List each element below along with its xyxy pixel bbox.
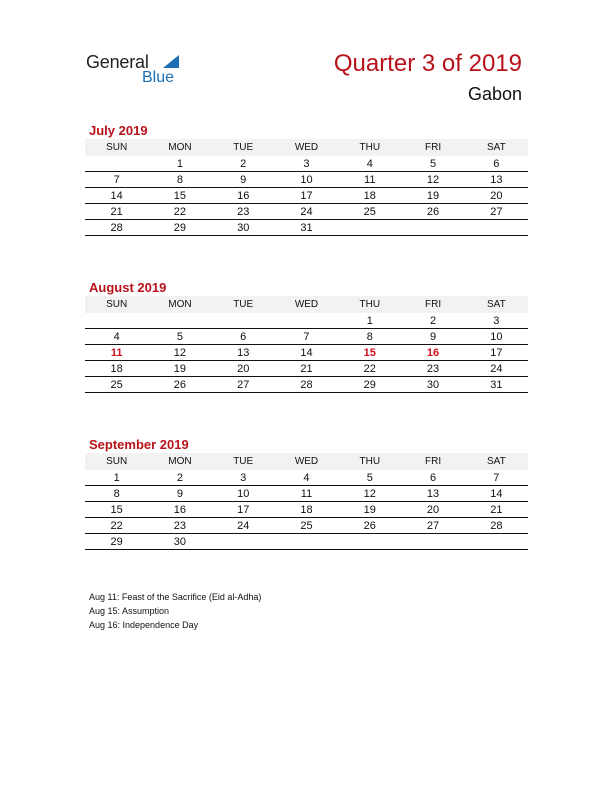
day-cell: 30 (212, 220, 275, 236)
day-cell: 10 (465, 329, 528, 345)
day-cell: 29 (338, 377, 401, 393)
day-cell: 17 (465, 345, 528, 361)
day-cell: 25 (275, 518, 338, 534)
week-row (85, 345, 528, 361)
day-cell: 18 (85, 361, 148, 377)
day-cell: 28 (275, 377, 338, 393)
weekday-header: WED (275, 453, 338, 470)
page-title: Quarter 3 of 2019 (333, 50, 522, 77)
day-cell: 25 (338, 204, 401, 220)
day-cell: 30 (401, 377, 464, 393)
day-cell: 8 (148, 172, 211, 188)
day-cell: 9 (401, 329, 464, 345)
logo-text-blue: Blue (142, 69, 175, 86)
day-cell: 8 (338, 329, 401, 345)
day-cell: 14 (85, 188, 148, 204)
weekday-header: SAT (465, 453, 528, 470)
weekday-header: WED (275, 296, 338, 313)
weekday-header: MON (148, 296, 211, 313)
day-cell: 11 (338, 172, 401, 188)
month-grid (85, 453, 528, 550)
empty-day-cell (338, 534, 401, 550)
generalblue-logo (86, 50, 196, 90)
day-cell: 6 (465, 156, 528, 172)
day-cell: 9 (148, 486, 211, 502)
day-cell: 11 (275, 486, 338, 502)
weekday-header: TUE (212, 453, 275, 470)
day-cell: 15 (148, 188, 211, 204)
day-cell: 27 (465, 204, 528, 220)
week-row (85, 188, 528, 204)
weekday-header: FRI (401, 296, 464, 313)
weekday-header: MON (148, 139, 211, 156)
empty-day-cell (338, 220, 401, 236)
weekday-header: SUN (85, 139, 148, 156)
day-cell: 12 (338, 486, 401, 502)
empty-day-cell (85, 313, 148, 329)
day-cell: 10 (212, 486, 275, 502)
weekday-header: SAT (465, 139, 528, 156)
day-cell: 15 (85, 502, 148, 518)
day-cell: 29 (85, 534, 148, 550)
day-cell: 19 (401, 188, 464, 204)
day-cell: 23 (148, 518, 211, 534)
week-row (85, 361, 528, 377)
day-cell: 2 (212, 156, 275, 172)
week-row (85, 470, 528, 486)
day-cell: 21 (465, 502, 528, 518)
day-cell: 12 (401, 172, 464, 188)
day-cell: 15 (338, 345, 401, 361)
day-cell: 20 (401, 502, 464, 518)
logo-triangle-icon (163, 55, 179, 68)
day-cell: 24 (465, 361, 528, 377)
day-cell: 6 (212, 329, 275, 345)
day-cell: 13 (465, 172, 528, 188)
day-cell: 18 (275, 502, 338, 518)
weekday-header: THU (338, 453, 401, 470)
empty-day-cell (401, 220, 464, 236)
day-cell: 2 (401, 313, 464, 329)
day-cell: 13 (212, 345, 275, 361)
day-cell: 27 (401, 518, 464, 534)
empty-day-cell (465, 220, 528, 236)
day-cell: 11 (85, 345, 148, 361)
day-cell: 16 (401, 345, 464, 361)
day-cell: 22 (85, 518, 148, 534)
country-name: Gabon (467, 84, 522, 104)
month-title: August 2019 (89, 280, 167, 295)
week-row (85, 377, 528, 393)
holiday-notes (89, 590, 261, 632)
day-cell: 1 (338, 313, 401, 329)
month-grid (85, 296, 528, 393)
day-cell: 22 (338, 361, 401, 377)
day-cell: 29 (148, 220, 211, 236)
weekday-header: WED (275, 139, 338, 156)
month-grid (85, 139, 528, 236)
day-cell: 20 (212, 361, 275, 377)
holiday-note: Aug 16: Independence Day (89, 620, 199, 630)
week-row (85, 313, 528, 329)
day-cell: 17 (212, 502, 275, 518)
weekday-header: TUE (212, 139, 275, 156)
day-cell: 17 (275, 188, 338, 204)
day-cell: 8 (85, 486, 148, 502)
day-cell: 4 (338, 156, 401, 172)
day-cell: 3 (275, 156, 338, 172)
month-title: September 2019 (89, 437, 189, 452)
day-cell: 22 (148, 204, 211, 220)
logo-text-general: General (86, 52, 149, 72)
day-cell: 14 (275, 345, 338, 361)
week-row (85, 172, 528, 188)
day-cell: 24 (275, 204, 338, 220)
week-row (85, 502, 528, 518)
day-cell: 24 (212, 518, 275, 534)
day-cell: 7 (85, 172, 148, 188)
day-cell: 5 (338, 470, 401, 486)
empty-day-cell (148, 313, 211, 329)
day-cell: 31 (275, 220, 338, 236)
month-calendar (85, 436, 528, 550)
day-cell: 21 (85, 204, 148, 220)
day-cell: 6 (401, 470, 464, 486)
day-cell: 23 (212, 204, 275, 220)
day-cell: 30 (148, 534, 211, 550)
holiday-note: Aug 15: Assumption (89, 606, 170, 616)
day-cell: 21 (275, 361, 338, 377)
day-cell: 26 (401, 204, 464, 220)
day-cell: 9 (212, 172, 275, 188)
day-cell: 4 (85, 329, 148, 345)
day-cell: 20 (465, 188, 528, 204)
weekday-header: TUE (212, 296, 275, 313)
day-cell: 31 (465, 377, 528, 393)
day-cell: 16 (148, 502, 211, 518)
day-cell: 1 (148, 156, 211, 172)
day-cell: 18 (338, 188, 401, 204)
weekday-header: SUN (85, 296, 148, 313)
weekday-header: THU (338, 139, 401, 156)
day-cell: 27 (212, 377, 275, 393)
day-cell: 2 (148, 470, 211, 486)
day-cell: 28 (465, 518, 528, 534)
day-cell: 3 (212, 470, 275, 486)
week-row (85, 534, 528, 550)
empty-day-cell (212, 313, 275, 329)
day-cell: 26 (338, 518, 401, 534)
month-title: July 2019 (89, 123, 148, 138)
day-cell: 5 (401, 156, 464, 172)
empty-day-cell (85, 156, 148, 172)
empty-day-cell (275, 534, 338, 550)
weekday-header: FRI (401, 453, 464, 470)
day-cell: 4 (275, 470, 338, 486)
day-cell: 16 (212, 188, 275, 204)
week-row (85, 204, 528, 220)
weekday-header: FRI (401, 139, 464, 156)
day-cell: 23 (401, 361, 464, 377)
day-cell: 7 (465, 470, 528, 486)
empty-day-cell (212, 534, 275, 550)
day-cell: 5 (148, 329, 211, 345)
month-calendar (85, 279, 528, 393)
weekday-header: THU (338, 296, 401, 313)
day-cell: 3 (465, 313, 528, 329)
month-calendar (85, 122, 528, 236)
day-cell: 14 (465, 486, 528, 502)
day-cell: 13 (401, 486, 464, 502)
day-cell: 26 (148, 377, 211, 393)
weekday-header: SUN (85, 453, 148, 470)
week-row (85, 518, 528, 534)
day-cell: 1 (85, 470, 148, 486)
day-cell: 7 (275, 329, 338, 345)
day-cell: 19 (338, 502, 401, 518)
week-row (85, 486, 528, 502)
weekday-header: MON (148, 453, 211, 470)
day-cell: 12 (148, 345, 211, 361)
day-cell: 25 (85, 377, 148, 393)
week-row (85, 220, 528, 236)
week-row (85, 329, 528, 345)
empty-day-cell (465, 534, 528, 550)
day-cell: 10 (275, 172, 338, 188)
holiday-note: Aug 11: Feast of the Sacrifice (Eid al-Adha) (89, 592, 262, 602)
day-cell: 19 (148, 361, 211, 377)
empty-day-cell (275, 313, 338, 329)
weekday-header: SAT (465, 296, 528, 313)
week-row (85, 156, 528, 172)
empty-day-cell (401, 534, 464, 550)
day-cell: 28 (85, 220, 148, 236)
